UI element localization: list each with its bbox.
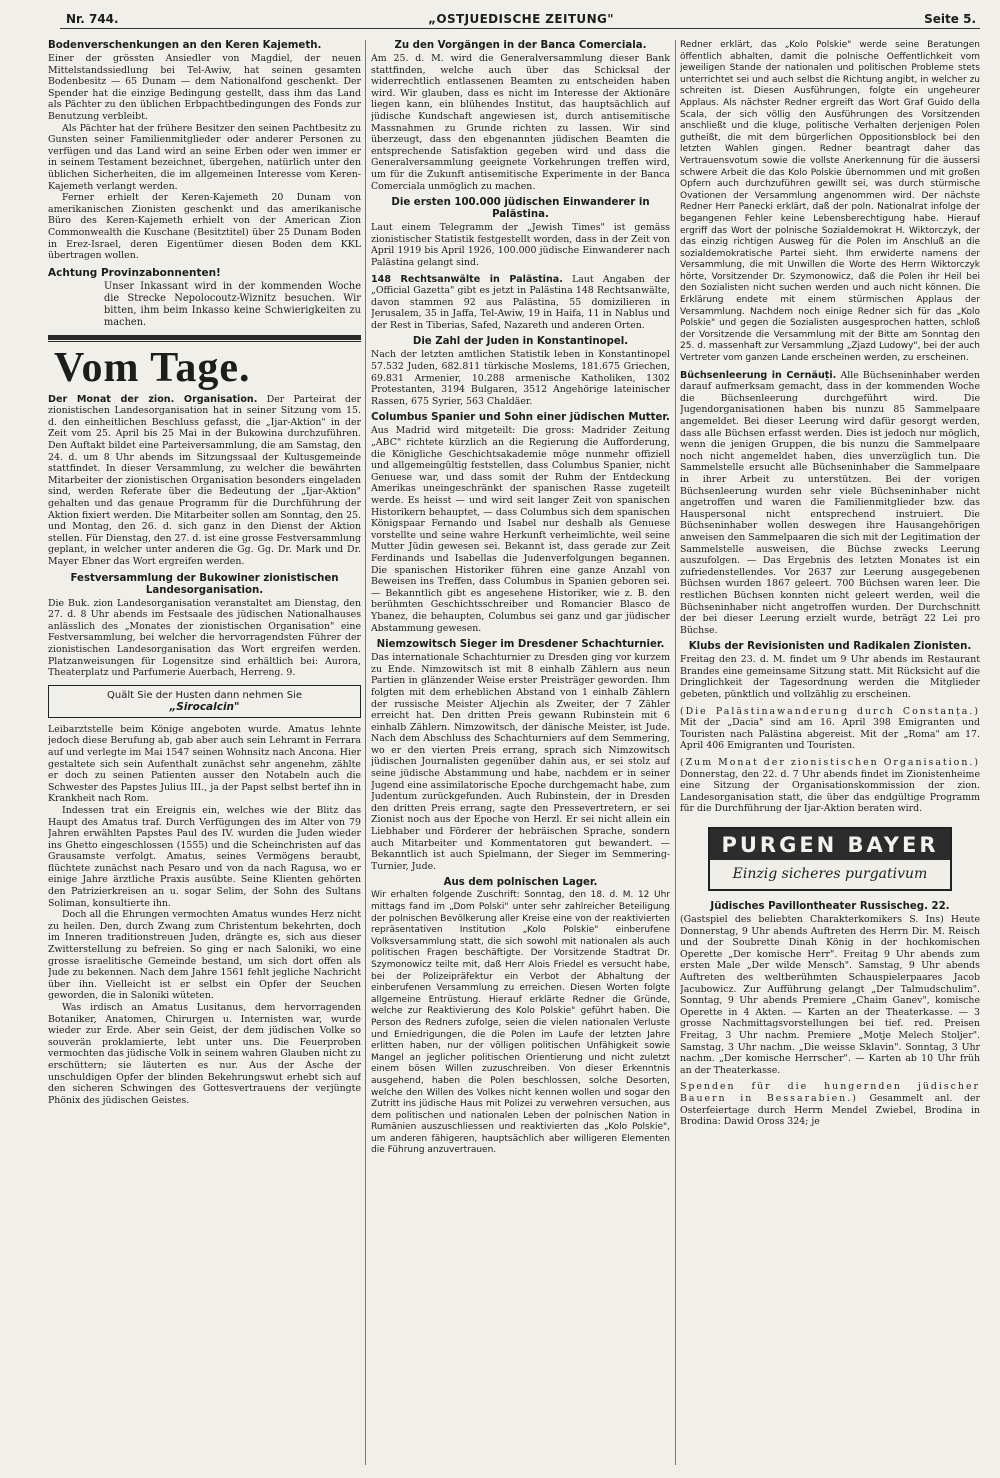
article-runin-title: Der Monat der zion. Organisation. xyxy=(48,393,258,405)
article-pavillontheater xyxy=(680,901,980,1076)
article-columbus xyxy=(371,412,670,634)
article-title: Die ersten 100.000 jüdischen Einwanderer in Palästina. xyxy=(391,197,650,221)
article-text: Donnerstag, den 22. d. 7 Uhr abends findet im Zionistenheime eine Sitzung der Organisationskommission der zion. Landesorganisation statt, die über das endgültige Programm für die Durchführung der Ijar-Aktion beraten wird. xyxy=(680,768,980,815)
column-1 xyxy=(48,40,361,1465)
newspaper-title: „OSTJUEDISCHE ZEITUNG" xyxy=(428,12,614,26)
article-paragraph: Was irdisch an Amatus Lusitanus, dem hervorragenden Botaniker, Anatomen, Chirurgen u. Internisten war, wurde wieder zur Erde. Aber sein Geist, der dem jüdischen Volke so souverän proklamierte, lebt unter uns. Die Feuerproben vermochten das jüdische Volk in seinem wahren Glauben nicht zu erschüttern; sie läuterten es nur. Aus der Asche der unschuldigen Opfer der blinden Bekehrungswut erhebt sich auf den sicheren Schwingen des Gottesvertrauens der verjüngte Phönix des jüdischen Geistes. xyxy=(48,1002,361,1106)
article-juden-konstantinopel xyxy=(371,336,670,407)
article-kolo-polskie-continued xyxy=(680,40,980,365)
page-number: Seite 5. xyxy=(924,12,976,26)
article-paragraph: Einer der grössten Ansiedler von Magdiel, der neuen Mittelstandssiedlung bei Tel-Awiw, hat seinen gesamten Bodenbesitz — 65 Dunam — dem Nationalfond geschenkt. Der Spender hat die einzige Bedingung gestellt, dass ihm das Land als Pächter zu den üblichen Erbpachtbedingungen des Fonds zur Benutzung verbleibt. xyxy=(48,53,361,122)
column-2 xyxy=(371,40,670,1465)
article-buechsenleerung xyxy=(680,370,980,637)
article-banca-comerciala xyxy=(371,40,670,192)
article-paragraph: Aus Madrid wird mitgeteilt: Die gross: Madrider Zeitung „ABC" richtete kürzlich an die Regierung die Aufforderung, die Königliche Geschichtsakademie möge nunmehr offiziell und allgemeingültig feststellen, dass Columbus Spanier, nicht Genuese war, und dass somit der Ruhm der Entdeckung Amerikas uneingeschränkt der spanischen Rasse zugeteilt werde. Es heisst — und wird seit langer Zeit von spanischen Historikern behauptet, — dass Columbus sich dem spanischen Königspaar Fernando und Isabel nur deshalb als Genuese vorstellte und seine wahre Herkunft verheimlichte, weil seine Mutter Jüdin gewesen sei. Bekannt ist, dass gerade zur Zeit Ferdinands und Isabellas die Judenverfolgungen begannen. Die spanischen Historiker führen eine ganze Anzahl von Beweisen ins Treffen, dass Columbus in Spanien geboren sei. — Bekanntlich gibt es angesehene Historiker, wie z. B. den berühmten Geschichtsschreiber und Romancier Blasco de Ybanez, die behaupten, Columbus sei ganz und gar jüdischer Abstammung gewesen. xyxy=(371,425,670,634)
article-title: Klubs der Revisionisten und Radikalen Zionisten. xyxy=(688,641,972,653)
column-3 xyxy=(680,40,980,1465)
column-divider xyxy=(675,40,676,1465)
column-divider xyxy=(365,40,366,1465)
article-title: Zu den Vorgängen in der Banca Comerciala. xyxy=(394,40,647,51)
ad-brand-name: PURGEN BAYER xyxy=(710,829,950,860)
advertisement-sirocalcin xyxy=(48,685,361,718)
article-paragraph: Am 25. d. M. wird die Generalversammlung dieser Bank stattfinden, welche auch über das Schicksal der widerrechtlich entlassenen Beamten zu entscheiden haben wird. Wir glauben, dass es nicht im Interesse der Aktionäre liegen kann, ein blühendes Institut, das hauptsächlich auf jüdische Kundschaft angewiesen ist, durch antisemitische Massnahmen zu Grunde richten zu lassen. Wir sind überzeugt, dass den ebgenannten jüdischen Beamten die entsprechende Satisfaktion gegeben wird und dass die Generalversammlung geeignete Vorkehrungen treffen wird, um für die Zukunft antisemitische Experimente in der Banca Comerciala unmöglich zu machen. xyxy=(371,53,670,192)
article-title: Aus dem polnischen Lager. xyxy=(443,877,598,889)
article-title: Niemzowitsch Sieger im Dresdener Schachturnier. xyxy=(376,639,665,651)
notice-title: Achtung Provinzabonnenten! xyxy=(48,266,221,279)
article-paragraph: Redner erklärt, das „Kolo Polskie" werde seine Beratungen öffentlich abhalten, damit die polnische Oeffentlichkeit vom jeweiligen Stande der nationalen und politischen Probleme stets unterrichtet sei und auch selbst die Richtung angibt, in welcher zu schreiten ist. Diesen Ausführungen, folgte ein ungeheurer Applaus. Als nächster Redner ergreift das Wort Graf Guido della Scala, der sich völlig den Ausführungen des Vorsitzenden anschließt und die kluge, politische Verhalten derjenigen Polen gutheißt, die mit dem bürgerlichen Oppositionsblock bei den letzten Wahlen gingen. Redner beantragt daher das Vertrauensvotum sowie die vollste Anerkennung für die äussersi schwere Arbeit die das Kolo Polskie übernommen und mit großen Opfern auch durchzuführen gewillt sei, was durch stürmische Ovationen der Versammlung angenommen wird. Der nächste Redner Herr Panecki erklärt, daß der poln. Nationalrat infolge der begangenen Fehler keine Lebensberechtigung habe. Hierauf ergriff das Wort der polnische Sozialdemokrat H. Wiktorczyk, der das einzig richtigen Ausweg für die Polen im Anschluß an die sozialdemokratische Partei sieht. Ihm erwiderte namens der Versammlung, die mit Unwillen die Worte des Herrn Wiktorczyk hörte, Vorsitzender Dr. Szymonowicz, daß die Polen ihr Heil bei den Sozialisten nicht suchen werden und auch nicht können. Die Erklärung endete mit einem stürmischen Applaus der Versammlung. Nachdem noch einige Redner sich für das „Kolo Polskie" und gegen die Sozialisten ausgesprochen hatten, schloß der Vorsitzende die Versammlung mit der Bitte am Sonntag den 25. d. massenhaft zur Versammlung „Zjazd Ludowy", bei der auch Vertreter vom ganzen Lande erscheinen werden, zu erscheinen. xyxy=(680,40,980,364)
issue-number: Nr. 744. xyxy=(66,12,119,26)
article-monat-organisation xyxy=(680,757,980,815)
article-paragraph: (Gastspiel des beliebten Charakterkomikers S. Ins) Heute Donnerstag, 9 Uhr abends Auftreten des Herrn Dir. M. Reisch und der Soubrette Dinah König in der hochkomischen Operette „Der komische Herr". Freitag 9 Uhr abends zum ersten Male „Der wilde Mensch". Samstag, 9 Uhr abends Auftreten des weltberühmten Schauspielerpaares Jacob Jacubowicz. Zur Aufführung gelangt „Der Talmudschulim". Sonntag, 9 Uhr abends Premiere „Chaim Ganev", komische Operette in 4 Akten. — Karten an der Theaterkasse. — 3 grosse Nachmittagsvorstellungen bei tief. red. Preisen Freitag, 3 Uhr nachm. Premiere „Motje Melech Stoljer". Samstag, 3 Uhr nachm. „Die weisse Sklavin". Sonntag, 3 Uhr nachm. „Der komische Herrscher". — Karten ab 10 Uhr früh an der Theaterkasse. xyxy=(680,914,980,1076)
article-paragraph: Als Pächter hat der frühere Besitzer den seinen Pachtbesitz zu Gunsten seiner Familienmitglieder oder anderer Personen zu verfügen und das Land wird an seine Erben oder wen immer er in seinem Testament bezeichnet, übergehen, natürlich unter den üblichen Sicherheiten, die im allgemeinen Interesse vom Keren-Kajemeth verlangt werden. xyxy=(48,122,361,192)
notice-provinzabonnenten xyxy=(48,267,361,329)
article-spaced-title: (Zum Monat der zionistischen Organisation.) xyxy=(680,757,980,769)
page-header xyxy=(66,8,976,30)
article-paragraph: Leibarztstelle beim Könige angeboten wurde. Amatus lehnte jedoch diese Berufung ab, gab aber auch sein Lehramt in Ferrara auf und verlegte im Mai 1547 seinen Wohnsitz nach Ancona. Hier gestaltete sich sein Aufenthalt zunächst sehr angenehm, zählte er doch zu seinen Patienten ausser den Notabeln auch die Schwester des Papstes Julius III., ja der Papst selbst bertef ihn in Krankheit nach Rom. xyxy=(48,723,361,805)
article-paragraph: Ferner erhielt der Keren-Kajemeth 20 Dunam von amerikanischen Zionisten geschenkt und das amerikanische Büro des Keren-Kajemeth erhielt von der American Zion Commonwealth die Kuschane (Besitztitel) über 25 Dunam Boden in Erez-Israel, deren Eigentümer diesen Boden dem KKL übertragen wollen. xyxy=(48,192,361,262)
article-paragraph: Doch all die Ehrungen vermochten Amatus wundes Herz nicht zu heilen. Den, durch Zwang zum Christentum bekehrten, doch im Inneren traditionstreuen Juden, drängte es, sich aus dieser Zwitterstellung zu befreien. So ging er nach Saloniki, wo eine grosse israelitische Gemeinde bestand, um sich dort offen als Jude zu bekennen. Nach dem Jahre 1561 fehlt jegliche Nachricht über ihn. Vielleicht ist er selbst ein Opfer der Seuchen geworden, die in Saloniki wüteten. xyxy=(48,909,361,1002)
article-paragraph: Das internationale Schachturnier zu Dresden ging vor kurzem zu Ende. Nimzowitsch ist mit 8 einhalb Zählern aus neun Partien in glänzender Weise erster Preisträger geworden. Ihm folgten mit dem erheblichen Abstand von 1 einhalb Zählern der russische Meister Aljechin als Zweiter, der 7 Zähler erreicht hat. Den dritten Preis gewann Rubinstein mit 6 einhalb Zählern. Nimzowitsch, der dänische Meister, ist Jude. Nach dem Abschluss des Schachturniers auf dem Semmering, wo er den vierten Preis errang, sprach sich Nimzowitsch jüdischen Journalisten gegenüber dahin aus, er sei stolz auf seine jüdische Abstammung und habe, nachdem er in seiner Jugend eine assimilatorische Epoche durchgemacht habe, zum Judentum zurückgefunden. Auch Rubinstein, der in Dresden den dritten Preis errang, sagte den Pressevertretern, er sei Zionist noch aus der Epoche von Herzl. Er sei nicht allein ein Liebhaber und Förderer der hebräischen Sprache, sondern auch Mitarbeiter und Kommentatoren gut bewandert. — Bekanntlich ist auch Spielmann, der Sieger im Semmering-Turnier, Jude. xyxy=(371,652,670,872)
article-text: Der Parteirat der zionistischen Landesorganisation hat in seiner Sitzung vom 15. d. den einheitlichen Beschluss gefasst, die „Ijar-Aktion" in der Zeit vom 25. April bis 25 Mai in der Bukowina durchzuführen. Den Auftakt bildet eine Parteiversammlung, die am Samstag, den 24. d. um 8 Uhr abends im Sitzungssaal der Kultusgemeinde stattfindet. In dieser Versammlung, zu welcher die bewährten Mitarbeiter der zionistischen Organisation besonders eingeladen sind, werden Referate über die Bedeutung der „Ijar-Aktion" gehalten und das genaue Programm für die Durchführung der Aktion fixiert werden. Die Mitarbeiter sollen am Sonntag, den 25. und Montag, den 26. d. sich ganz in den Dienst der Aktion stellen. Für Dienstag, den 27. d. ist eine grosse Festversammlung geplant, in welcher unter anderen die Gg. Gg. Dr. Mark und Dr. Mayer Ebner das Wort ergreifen werden. xyxy=(48,393,361,567)
article-title: Jüdisches Pavillontheater Russischeg. 22. xyxy=(710,901,950,912)
article-spaced-title: (Die Palästinawanderung durch Constanța.) xyxy=(680,705,980,717)
article-title: Festversammlung der Bukowiner zionistischen Landesorganisation. xyxy=(70,572,339,596)
article-title: Columbus Spanier und Sohn einer jüdischen Mutter. xyxy=(371,412,670,424)
article-runin-title: Büchsenleerung in Cernäuți. xyxy=(680,369,837,381)
article-nimzowitsch xyxy=(371,639,670,872)
section-rule xyxy=(48,335,361,340)
article-amatus-lusitanus xyxy=(48,724,361,1107)
article-text: Alle Büchseninhaber werden darauf aufmerksam gemacht, dass in der kommenden Woche die Büchsenleerung durchgeführt wird. Die Jugendorganisationen haben bis nunzu 85 Sammelpaare angemeldet. Bei dieser Leerung wird dafür gesorgt werden, dass alle Büchsen erfasst werden. Dies ist jedoch nur möglich, wenn die jenigen Gruppen, die bis nunzu die Sammelpaare noch nicht angemeldet haben, dies unverzüglich tun. Die Sammelstelle ersucht alle Büchseninhaber die Sammelpaare in ihrer Arbeit zu unterstützen. Bei der vorigen Büchsenleerung wurden sehr viele Büchseninhaber nicht angetroffen und waren die Familienmitglieder bzw. das Hauspersonal nicht entsprechend instruiert. Die Büchseninhaber wollen deswegen ihre Hausangehörigen anweisen den Sammelpaaren die sich mit der Legitimation der Sammelstelle ausweisen, die Büchse zwecks Leerung auszufolgen. — Das Ergebnis des letzten Monates ist ein zufriedenstellendes. Vor 2637 zur Leerung ausgegebenen Büchsen wurden 1867 geleert. 700 Büchsen waren leer. Die restlichen Büchsen konnten nicht geleert werden, weil die Büchseninhaber nicht angetroffen wurden. Der Durchschnitt der bei dieser Leerung erzielt wurde, beträgt 22 Lei pro Büchse. xyxy=(680,369,980,636)
article-text: Mit der „Dacia" sind am 16. April 398 Emigranten und Touristen nach Palästina abgereist. Mit der „Roma" am 17. April 406 Emigranten und Touristen. xyxy=(680,717,980,752)
advertisement-purgen-bayer xyxy=(708,827,952,891)
article-spenden-bessarabien xyxy=(680,1081,980,1127)
article-rechtsanwaelte xyxy=(371,274,670,332)
article-festversammlung xyxy=(48,573,361,679)
article-spaced-title: Spenden für die hungernden jüdischer Bauern in Bessarabien.) xyxy=(680,1081,980,1104)
article-paragraph: Indessen trat ein Ereignis ein, welches wie der Blitz das Haupt des Amatus traf. Durch Verfügungen des im Alter von 79 Jahren erwählten Papstes Paul des IV. wurden die Juden wieder ins Ghetto eingeschlossen (1555) und die Scheinchristen auf das Grausamste verfolgt. Amatus, seines Vermögens beraubt, flüchtete zunächst nach Pesaro und von da nach Ragusa, wo er einige Jahre ärztliche Praxis ausübte. Seine Klienten gehörten den Patrizierkreisen an u. sogar Selim, der Sohn des Sultans Soliman, konsultierte ihn. xyxy=(48,804,361,909)
article-paragraph: Die Buk. zion Landesorganisation veranstaltet am Dienstag, den 27. d. 8 Uhr abends im Festsaale des jüdischen Nationalhauses anlässlich des „Monates der zionistischen Organisation" eine Festversammlung, bei welcher die hervorragendsten Führer der zionistischen Landesorganisation das Wort ergreifen werden. Platzanweisungen für Logensitze sind erhältlich bei: Aurora, Theaterplatz und Parfumerie Auerbach, Herreng. 9. xyxy=(48,597,361,679)
article-paragraph: Wir erhalten folgende Zuschrift: Sonntag, den 18. d. M. 12 Uhr mittags fand im „Dom Polski" unter sehr zahlreicher Beteiligung der polnischen Bevölkerung aller Kreise eine von der reaktivierten repräsentativen Institution „Kolo Polskie" einberufene Volksversammlung statt, die sich sowohl mit nationalen als auch politischen Fragen beschäftigte. Der Vorsitzende Stadtrat Dr. Szymonowicz teilte mit, daß Herr Alois Friedel es versucht habe, bei der Polizeipräfektur ein Verbot der Abhaltung der einberufenen Versammlung zu erreichen. Diesen Worten folgte allgemeine Entrüstung. Hierauf erklärte Redner die Gründe, welche zur Reaktivierung des Kolo Polskie" geführt haben. Die Person des Redners zufolge, seien die vielen nationalen Verluste und Erniedrigungen, die die Polen im Laufe der letzten Jahre erlitten haben, nur der völligen politischen Unfähigkeit sowie Mangel an jeglicher politischen Orientierung und nicht zuletzt einem bösen Willen zuzuschreiben. Von dieser Erkenntnis ausgehend, haben die Polen beschlossen, solche Desorten, welche den Willen des Volkes nicht kennen wollen und sogar den Zutritt ins jüdische Haus mit Polizei zu verwehren versuchen, aus dem politischen und nationalen Leben der polnischen Nation in Rumänien auszuschliessen und reaktivierten das „Kolo Polskie", um anderen fähigeren, hauptsächlich aber willigeren Elementen die Führung anzuvertrauen. xyxy=(371,890,670,1156)
article-title: Die Zahl der Juden in Konstantinopel. xyxy=(412,336,629,348)
notice-text: Unser Inkassant wird in der kommenden Woche die Strecke Nepolocoutz-Wiznitz besuchen. Wir bitten, ihm beim Inkasso keine Schwierigkeiten zu machen. xyxy=(104,280,361,328)
article-paragraph: Nach der letzten amtlichen Statistik leben in Konstantinopel 57.532 Juden, 682.811 türkische Moslems, 181.675 Griechen, 69.831 Armenier, 10.288 armenische Katholiken, 1302 Protestanten, 3194 Bulgaren, 3512 Angehörige lateinischer Rassen, 675 Syrier, 563 Chaldäer. xyxy=(371,349,670,407)
article-paragraph: Freitag den 23. d. M. findet um 9 Uhr abends im Restaurant Brandes eine gemeinsame Sitzung statt. Mit Rücksicht auf die Dringlichkeit der Tagesordnung werden die Mitglieder gebeten, pünktlich und vollzählig zu erscheinen. xyxy=(680,654,980,701)
ad-text: Quält Sie der Husten dann nehmen Sie xyxy=(107,689,302,701)
article-polnisches-lager xyxy=(371,877,670,1157)
section-rule xyxy=(48,341,361,342)
ad-slogan: Einzig sicheres purgativum xyxy=(732,866,928,882)
article-title: Bodenverschenkungen an den Keren Kajemeth. xyxy=(48,40,322,51)
section-title: Vom Tage. xyxy=(54,344,251,391)
article-runin-title: 148 Rechtsanwälte in Palästina. xyxy=(371,273,563,285)
article-einwanderer-palaestina xyxy=(371,197,670,268)
article-paragraph: Laut einem Telegramm der „Jewish Times" ist gemäss zionistischer Statistik festgestellt worden, dass in der Zeit von April 1919 bis April 1926, 100.000 jüdische Einwanderer nach Palästina gelangt sind. xyxy=(371,222,670,268)
article-klubs-revisionisten xyxy=(680,641,980,700)
header-rule xyxy=(60,28,980,29)
article-monat-zion-organisation xyxy=(48,394,361,568)
article-bodenverschenkungen xyxy=(48,40,361,262)
article-text: Laut Angaben der „Official Gazetta" gibt es jetzt in Palästina 148 Rechtsanwälte, davon stammen 92 aus Palästina, 55 domizilieren in Jerusalem, 35 in Jaffa, Tel-Awiw, 19 in Haifa, 11 in Nablus und der Rest in Tiberias, Safed, Nazareth und anderen Orten. xyxy=(371,273,670,331)
ad-product-name: „Sirocalcin" xyxy=(169,700,240,713)
article-palaestinawanderung xyxy=(680,706,980,752)
article-text: Gesammelt anl. der Osterfeiertage durch Herrn Mendel Zwiebel, Brodina in Brodina: Dawid Oross 324; je xyxy=(680,1092,980,1128)
